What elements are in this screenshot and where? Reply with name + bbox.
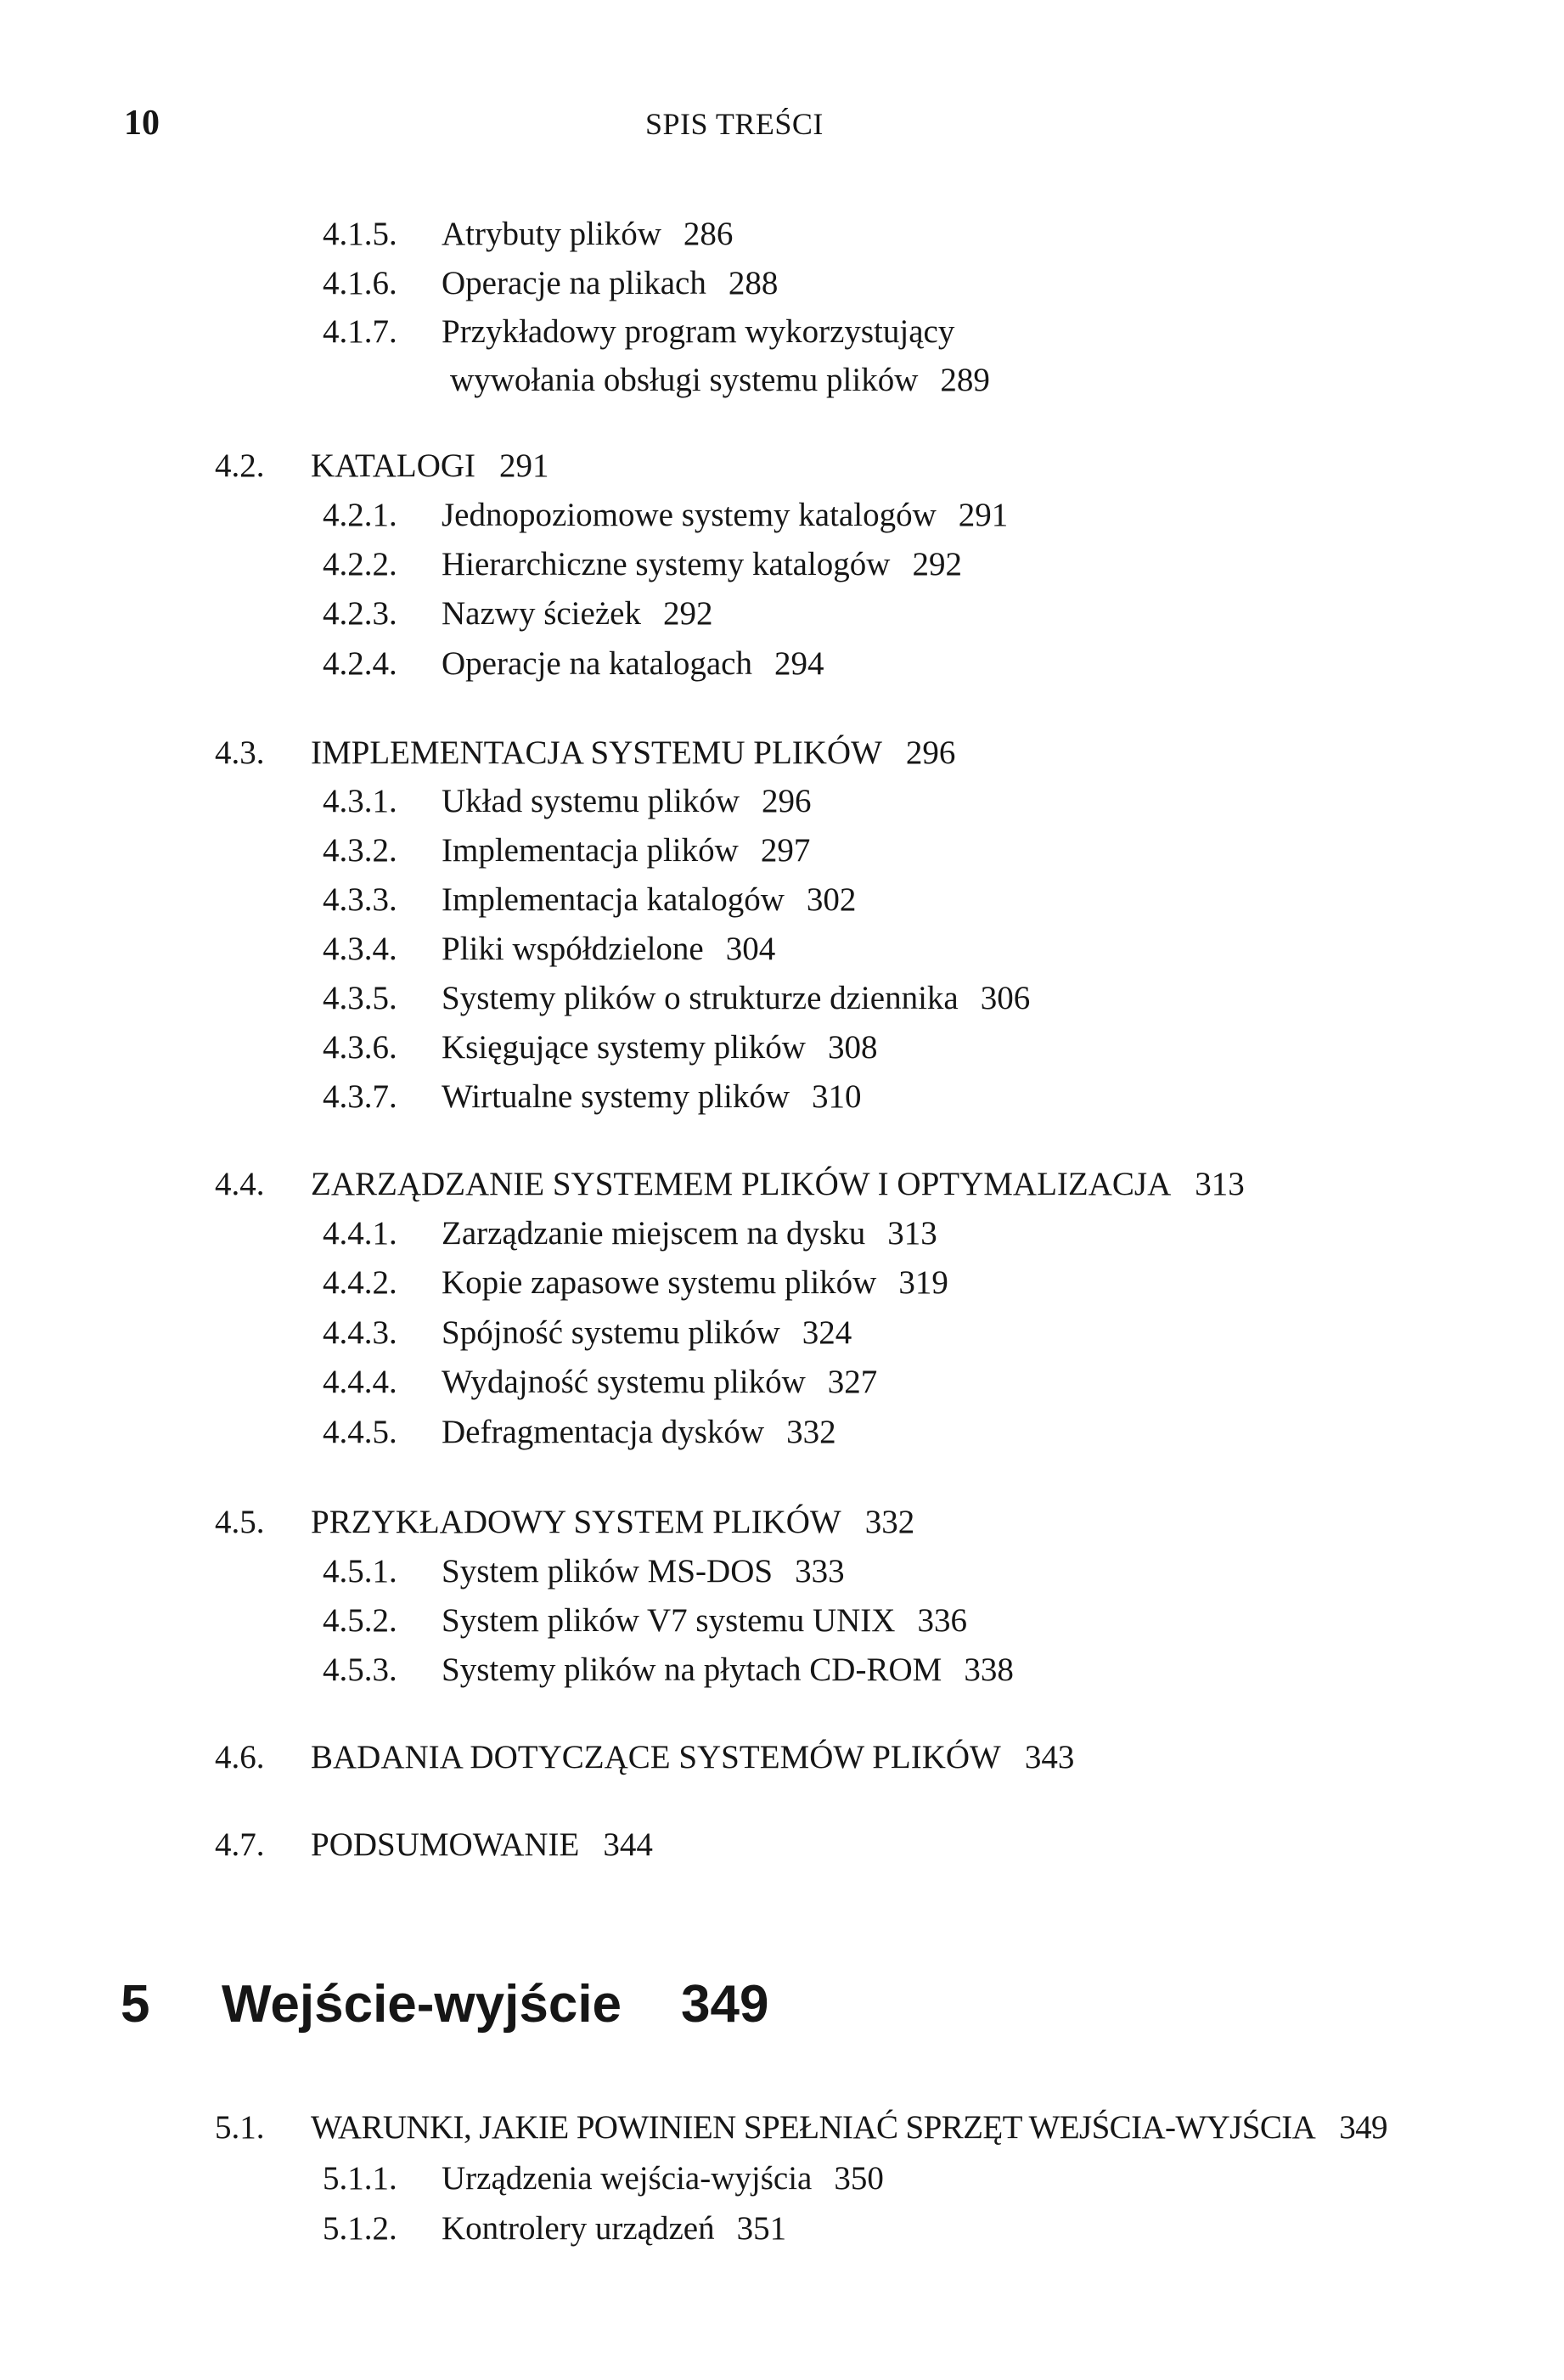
toc-section-number: 4.3. — [215, 734, 265, 771]
toc-entry-number: 4.2.2. — [323, 546, 397, 582]
toc-section-number: 4.7. — [215, 1826, 265, 1863]
toc-entry-title: Systemy plików o strukturze dziennika — [442, 980, 959, 1016]
toc-section-title: KATALOGI — [311, 447, 476, 484]
chapter-title: Wejście-wyjście — [222, 1975, 622, 2034]
toc-entry-number: 4.2.4. — [323, 645, 397, 682]
toc-entry-number: 5.1.2. — [323, 2210, 397, 2247]
toc-section-number: 4.2. — [215, 447, 265, 484]
toc-section-page: 296 — [905, 734, 956, 771]
toc-entry-title: Przykładowy program wykorzystujący — [442, 313, 955, 350]
toc-entry-page: 286 — [683, 216, 734, 252]
toc-entry-page: 333 — [795, 1553, 845, 1589]
toc-entry-title: Operacje na plikach — [442, 265, 706, 301]
toc-entry-title: wywołania obsługi systemu plików — [450, 362, 919, 398]
toc-entry-page: 302 — [806, 881, 857, 918]
toc-entry-number: 4.1.5. — [323, 216, 397, 252]
toc-entry-number: 4.3.3. — [323, 881, 397, 918]
toc-section-title: BADANIA DOTYCZĄCE SYSTEMÓW PLIKÓW — [311, 1739, 1001, 1775]
toc-entry-page: 288 — [728, 265, 779, 301]
page-number: 10 — [124, 104, 160, 143]
toc-section-number: 4.5. — [215, 1504, 265, 1540]
toc-entry-title: Atrybuty plików — [442, 216, 661, 252]
toc-section-page: 332 — [864, 1504, 915, 1540]
toc-entry-title: System plików MS-DOS — [442, 1553, 774, 1589]
toc-entry-title: Kopie zapasowe systemu plików — [442, 1264, 877, 1301]
toc-entry-page: 296 — [761, 783, 812, 819]
toc-section-title: ZARZĄDZANIE SYSTEMEM PLIKÓW I OPTYMALIZACJA — [311, 1166, 1172, 1202]
toc-section-number: 5.1. — [215, 2109, 265, 2146]
toc-entry-number: 4.4.4. — [323, 1364, 397, 1400]
toc-entry-number: 4.3.4. — [323, 931, 397, 967]
toc-entry-page: 308 — [827, 1029, 878, 1066]
toc-entry-title: Hierarchiczne systemy katalogów — [442, 546, 891, 582]
toc-entry-page: 350 — [834, 2160, 884, 2197]
toc-section-number: 4.6. — [215, 1739, 265, 1775]
toc-entry-title: Zarządzanie miejscem na dysku — [442, 1215, 866, 1252]
toc-entry-page: 306 — [980, 980, 1031, 1016]
toc-entry-title: Układ systemu plików — [442, 783, 740, 819]
toc-entry-title: Pliki współdzielone — [442, 931, 704, 967]
toc-entry-number: 4.1.7. — [323, 313, 397, 350]
toc-entry-page: 294 — [774, 645, 824, 682]
toc-section-page: 349 — [1339, 2109, 1387, 2146]
toc-entry-title: Nazwy ścieżek — [442, 595, 641, 632]
toc-entry-number: 4.1.6. — [323, 265, 397, 301]
toc-entry-number: 4.3.5. — [323, 980, 397, 1016]
toc-entry-page: 336 — [917, 1602, 967, 1639]
toc-entry-number: 4.2.1. — [323, 497, 397, 533]
toc-entry-title: Jednopoziomowe systemy katalogów — [442, 497, 937, 533]
toc-entry-number: 4.4.3. — [323, 1314, 397, 1351]
toc-entry-page: 313 — [887, 1215, 937, 1252]
toc-entry-page: 292 — [912, 546, 962, 582]
toc-entry-number: 4.5.1. — [323, 1553, 397, 1589]
toc-entry-number: 4.5.3. — [323, 1651, 397, 1688]
toc-entry-page: 304 — [725, 931, 776, 967]
toc-entry-number: 4.5.2. — [323, 1602, 397, 1639]
toc-entry-number: 4.4.5. — [323, 1414, 397, 1450]
toc-entry-page: 297 — [760, 832, 811, 869]
toc-entry-title: System plików V7 systemu UNIX — [442, 1602, 896, 1639]
toc-entry-title: Wirtualne systemy plików — [442, 1078, 790, 1115]
toc-section-title: WARUNKI, JAKIE POWINIEN SPEŁNIAĆ SPRZĘT WEJŚCIA-WYJŚCIA — [311, 2109, 1316, 2146]
chapter-page: 349 — [681, 1975, 769, 2034]
toc-section-page: 313 — [1195, 1166, 1245, 1202]
toc-section-page: 343 — [1024, 1739, 1075, 1775]
toc-entry-title: Urządzenia wejścia-wyjścia — [442, 2160, 813, 2197]
toc-entry-page: 291 — [958, 497, 1009, 533]
toc-entry-title: Wydajność systemu plików — [442, 1364, 806, 1400]
toc-section-title: PODSUMOWANIE — [311, 1826, 580, 1863]
toc-entry-page: 319 — [898, 1264, 948, 1301]
toc-entry-title: Defragmentacja dysków — [442, 1414, 765, 1450]
toc-section-page: 344 — [603, 1826, 653, 1863]
toc-entry-number: 4.4.2. — [323, 1264, 397, 1301]
toc-entry-page: 289 — [940, 362, 990, 398]
toc-entry-title: Implementacja katalogów — [442, 881, 785, 918]
toc-entry-number: 4.3.2. — [323, 832, 397, 869]
toc-entry-title: Kontrolery urządzeń — [442, 2210, 715, 2247]
toc-entry-page: 310 — [812, 1078, 862, 1115]
toc-entry-page: 338 — [964, 1651, 1014, 1688]
toc-entry-page: 292 — [662, 595, 713, 632]
toc-entry-title: Implementacja plików — [442, 832, 739, 869]
toc-entry-title: Księgujące systemy plików — [442, 1029, 806, 1066]
running-header: SPIS TREŚCI — [645, 107, 824, 141]
toc-section-title: PRZYKŁADOWY SYSTEM PLIKÓW — [311, 1504, 841, 1540]
toc-entry-title: Spójność systemu plików — [442, 1314, 780, 1351]
chapter-number: 5 — [121, 1975, 150, 2034]
toc-entry-title: Operacje na katalogach — [442, 645, 752, 682]
toc-entry-number: 4.3.6. — [323, 1029, 397, 1066]
toc-entry-number: 4.3.7. — [323, 1078, 397, 1115]
toc-entry-page: 332 — [786, 1414, 836, 1450]
toc-entry-number: 4.2.3. — [323, 595, 397, 632]
toc-entry-title: Systemy plików na płytach CD-ROM — [442, 1651, 942, 1688]
toc-entry-page: 327 — [827, 1364, 878, 1400]
toc-entry-number: 5.1.1. — [323, 2160, 397, 2197]
toc-entry-number: 4.4.1. — [323, 1215, 397, 1252]
toc-section-title: IMPLEMENTACJA SYSTEMU PLIKÓW — [311, 734, 882, 771]
toc-entry-page: 324 — [802, 1314, 852, 1351]
toc-entry-number: 4.3.1. — [323, 783, 397, 819]
toc-entry-page: 351 — [736, 2210, 787, 2247]
toc-section-number: 4.4. — [215, 1166, 265, 1202]
toc-section-page: 291 — [499, 447, 549, 484]
